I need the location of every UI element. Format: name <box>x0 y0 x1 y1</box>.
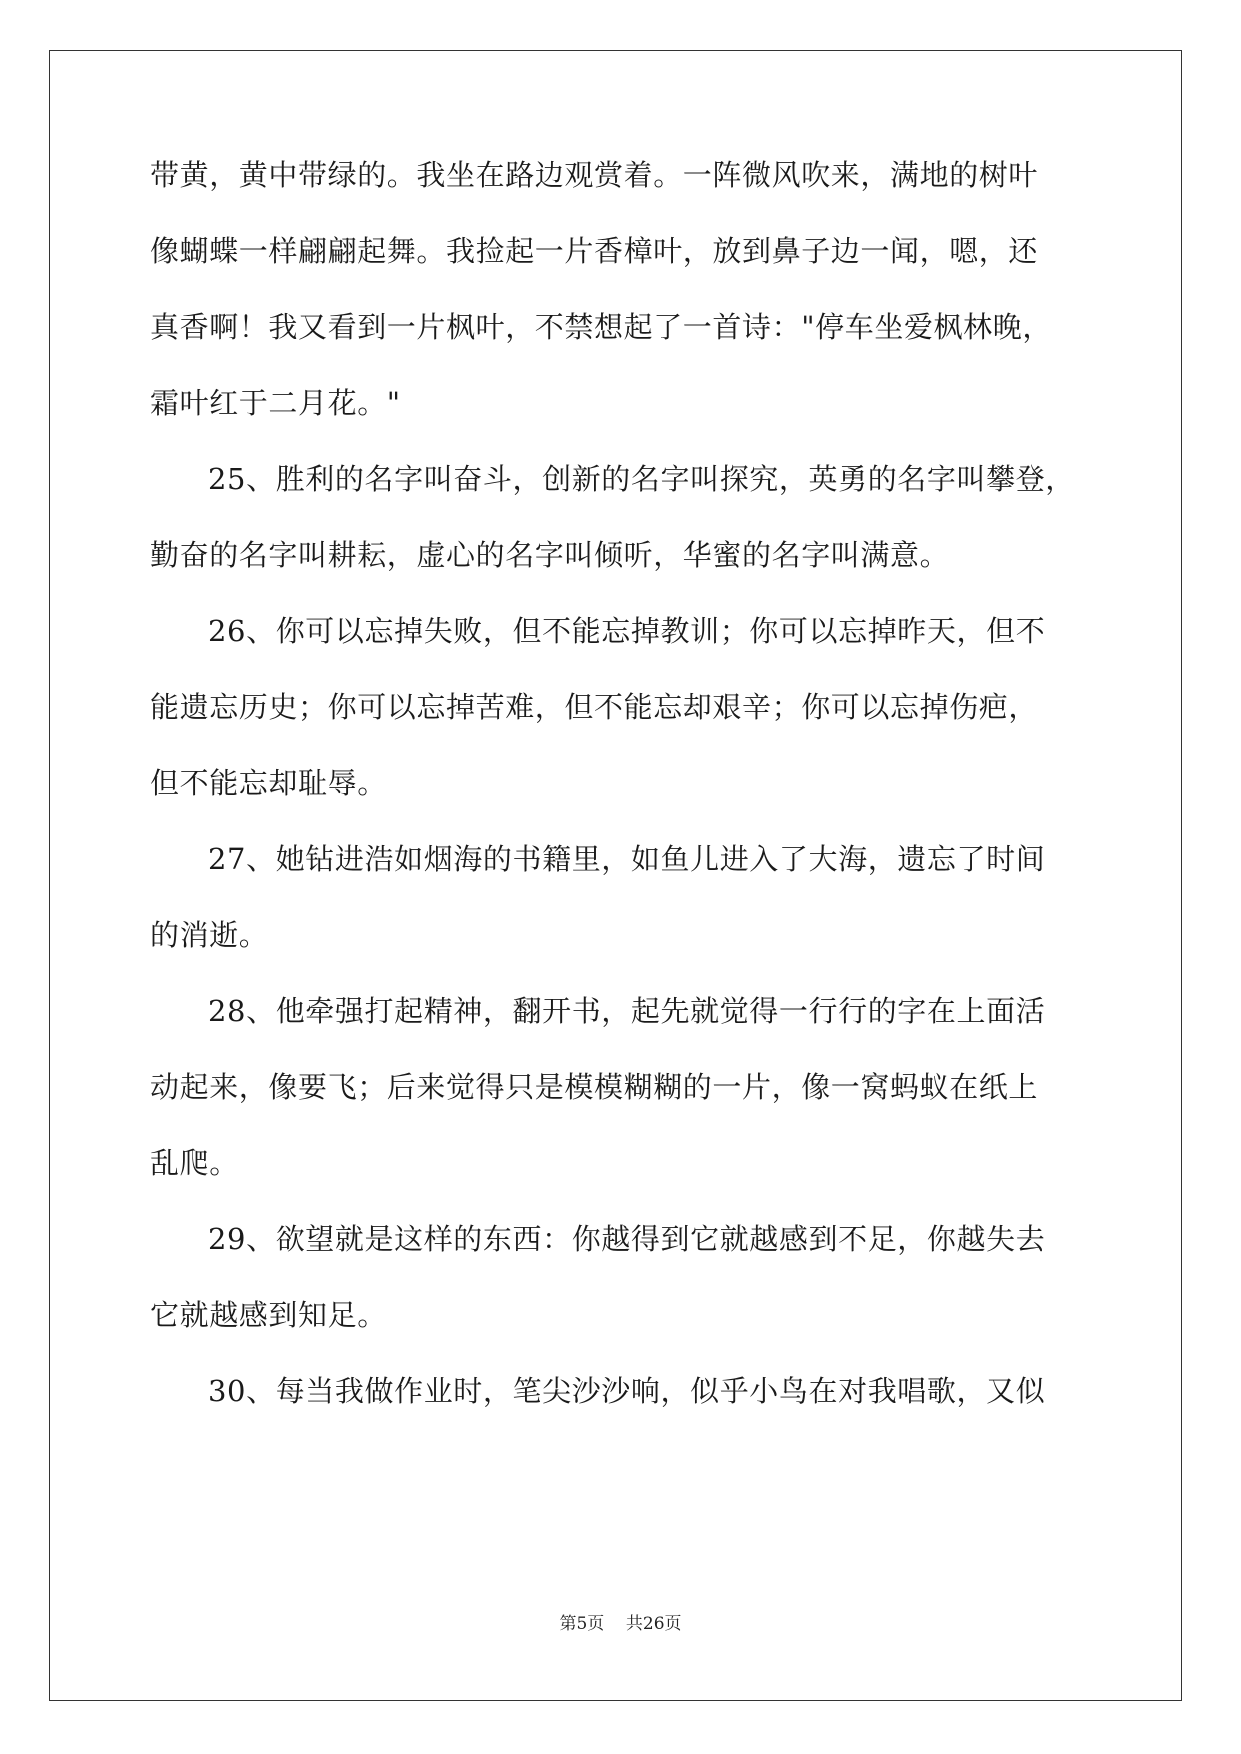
page-number-footer: 第5页 共26页 <box>559 1614 682 1634</box>
text-line: 动起来，像要飞；后来觉得只是模模糊糊的一片，像一窝蚂蚁在纸上 <box>150 1070 1039 1104</box>
text-line: 它就越感到知足。 <box>150 1298 387 1332</box>
paragraph-27-start: 27、她钻进浩如烟海的书籍里，如鱼儿进入了大海，遗忘了时间 <box>208 842 1046 876</box>
paragraph-25-start: 25、胜利的名字叫奋斗，创新的名字叫探究，英勇的名字叫攀登， <box>208 462 1075 496</box>
paragraph-26-start: 26、你可以忘掉失败，但不能忘掉教训；你可以忘掉昨天，但不 <box>208 614 1046 648</box>
text-line: 霜叶红于二月花。" <box>150 386 401 420</box>
text-line: 真香啊！我又看到一片枫叶，不禁想起了一首诗："停车坐爱枫林晚， <box>150 310 1052 344</box>
text-line: 像蝴蝶一样翩翩起舞。我捡起一片香樟叶，放到鼻子边一闻，嗯，还 <box>150 234 1039 268</box>
text-line: 但不能忘却耻辱。 <box>150 766 387 800</box>
text-line: 带黄，黄中带绿的。我坐在路边观赏着。一阵微风吹来，满地的树叶 <box>150 158 1039 192</box>
text-line: 能遗忘历史；你可以忘掉苦难，但不能忘却艰辛；你可以忘掉伤疤， <box>150 690 1039 724</box>
text-line: 乱爬。 <box>150 1146 239 1180</box>
text-line: 勤奋的名字叫耕耘，虚心的名字叫倾听，华蜜的名字叫满意。 <box>150 538 950 572</box>
paragraph-28-start: 28、他牵强打起精神，翻开书，起先就觉得一行行的字在上面活 <box>208 994 1046 1028</box>
paragraph-29-start: 29、欲望就是这样的东西：你越得到它就越感到不足，你越失去 <box>208 1222 1046 1256</box>
paragraph-30-start: 30、每当我做作业时，笔尖沙沙响，似乎小鸟在对我唱歌，又似 <box>208 1374 1046 1408</box>
text-line: 的消逝。 <box>150 918 269 952</box>
